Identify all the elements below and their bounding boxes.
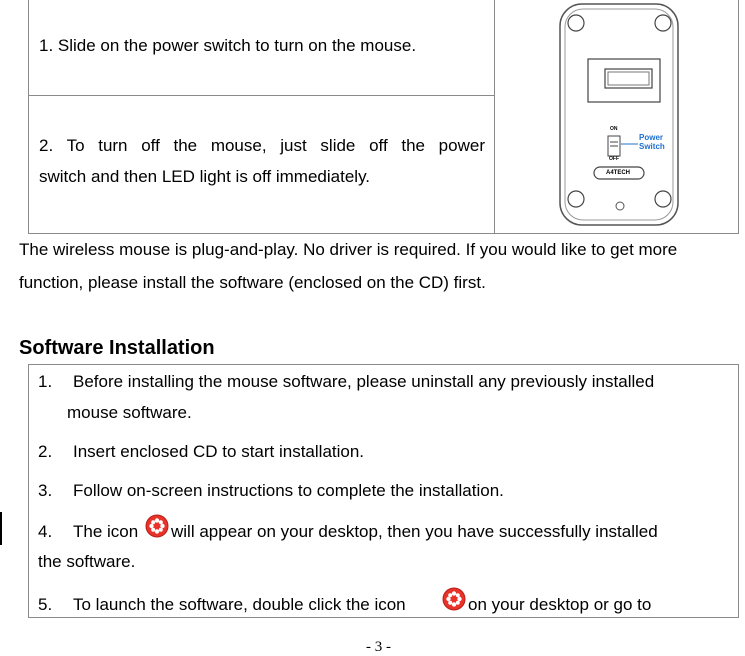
step-4-text-after-icon: will appear on your desktop, then you have successfully installed (171, 522, 658, 541)
step-3-text: Follow on-screen instructions to complete the installation. (73, 481, 504, 500)
margin-marker (0, 512, 2, 545)
step-number: 2. (38, 442, 53, 461)
switch-on-label: ON (610, 126, 618, 132)
brand-label: A4TECH (606, 170, 631, 176)
step-number: 4. (38, 522, 53, 541)
step-1-line2: mouse software. (67, 403, 192, 422)
software-app-icon (442, 587, 466, 611)
table-column-divider (494, 0, 495, 234)
section-title: Software Installation (19, 337, 215, 359)
power-switch-callout-line2: Switch (639, 142, 665, 151)
power-off-step-line1: 2. To turn off the mouse, just slide off the power (39, 136, 485, 155)
step-5-text-after-icon: on your desktop or go to (468, 595, 652, 614)
power-on-step: 1. Slide on the power switch to turn on the mouse. (39, 36, 417, 55)
step-2-text: Insert enclosed CD to start installation. (73, 442, 365, 461)
software-app-icon (145, 514, 169, 538)
intro-line2: function, please install the software (enclosed on the CD) first. (19, 273, 486, 292)
page-number: - 3 - (366, 639, 391, 655)
step-number: 3. (38, 481, 53, 500)
power-off-step-line2: switch and then LED light is off immediately. (39, 167, 371, 186)
intro-line1: The wireless mouse is plug-and-play. No driver is required. If you would like to get more (19, 240, 678, 259)
table-row-divider (28, 95, 495, 96)
switch-off-label: OFF (609, 156, 619, 162)
step-5-text-before-icon: To launch the software, double click the icon (73, 595, 406, 614)
step-number: 5. (38, 595, 53, 614)
step-4-line2: the software. (38, 552, 136, 571)
step-4-text-before-icon: The icon (73, 522, 139, 541)
step-number: 1. (38, 372, 53, 391)
step-1-line1: Before installing the mouse software, please uninstall any previously installed (73, 372, 655, 391)
mouse-underside-illustration (558, 2, 682, 228)
power-switch-callout-line1: Power (639, 133, 664, 142)
